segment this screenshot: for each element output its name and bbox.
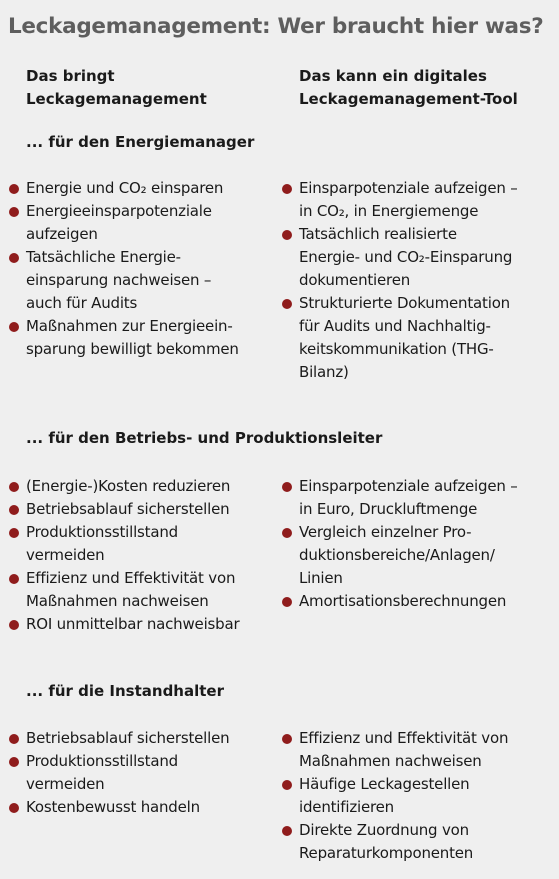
list-item-text: Bilanz) (299, 363, 349, 381)
list-item-text: vermeiden (26, 775, 105, 793)
list-item-text: Produktionsstillstand (26, 752, 178, 770)
list-item (299, 223, 557, 292)
bullet-icon (9, 757, 19, 767)
list-item-text: in Euro, Druckluftmenge (299, 500, 478, 518)
list-item (26, 498, 281, 521)
list-item-text: dokumentieren (299, 271, 411, 289)
bullet-icon (9, 803, 19, 813)
list-item-text: Tatsächlich realisierte (299, 225, 457, 243)
list-item-text: auch für Audits (26, 294, 138, 312)
list-item-text: Tatsächliche Energie- (26, 248, 181, 266)
bullet-icon (282, 184, 292, 194)
list-item (299, 819, 557, 865)
bullet-icon (9, 528, 19, 538)
list-item-text: aufzeigen (26, 225, 98, 243)
bullet-icon (282, 780, 292, 790)
list-item (26, 567, 281, 613)
list-item (26, 200, 281, 246)
bullet-icon (9, 253, 19, 263)
bullet-icon (282, 528, 292, 538)
list-item-text: Energie und CO₂ einsparen (26, 179, 224, 197)
list-item (26, 796, 281, 819)
bullet-icon (9, 505, 19, 515)
bullet-icon (9, 574, 19, 584)
list-item-text: Effizienz und Effektivität von (299, 729, 509, 747)
section-title: ... für den Betriebs- und Produktionsleiter (26, 429, 383, 447)
column-header-benefits (26, 65, 207, 111)
list-item-text: Betriebsablauf sicherstellen (26, 729, 230, 747)
list-item (26, 315, 281, 361)
bullet-icon (282, 826, 292, 836)
tool-features-list (299, 727, 557, 865)
list-item-text: in CO₂, in Energiemenge (299, 202, 479, 220)
list-item-text: keitskommunikation (THG- (299, 340, 494, 358)
list-item-text: Maßnahmen zur Energieein- (26, 317, 233, 335)
list-item-text: für Audits und Nachhaltig- (299, 317, 491, 335)
bullet-icon (9, 207, 19, 217)
list-item-text: vermeiden (26, 546, 105, 564)
benefits-list (26, 177, 281, 361)
tool-features-list (299, 177, 557, 384)
list-item-text: Reparaturkomponenten (299, 844, 474, 862)
list-item (26, 475, 281, 498)
list-item (26, 613, 281, 636)
bullet-icon (282, 482, 292, 492)
bullet-icon (282, 230, 292, 240)
page-title: Leckagemanagement: Wer braucht hier was? (8, 14, 544, 39)
list-item (299, 475, 557, 521)
section-title: ... für die Instandhalter (26, 682, 224, 700)
list-item-text: Häufige Leckagestellen (299, 775, 470, 793)
list-item-text: Einsparpotenziale aufzeigen – (299, 477, 518, 495)
bullet-icon (9, 482, 19, 492)
list-item-text: identifizieren (299, 798, 394, 816)
list-item-text: Amortisationsberechnungen (299, 592, 507, 610)
list-item (299, 292, 557, 384)
column-header-line: Das kann ein digitales (299, 67, 487, 85)
bullet-icon (9, 620, 19, 630)
list-item (299, 590, 557, 613)
list-item (299, 177, 557, 223)
bullet-icon (9, 184, 19, 194)
list-item (26, 521, 281, 567)
list-item-text: Betriebsablauf sicherstellen (26, 500, 230, 518)
list-item (26, 727, 281, 750)
list-item-text: duktionsbereiche/Anlagen/ (299, 546, 495, 564)
list-item-text: einsparung nachweisen – (26, 271, 212, 289)
list-item (26, 177, 281, 200)
list-item-text: Effizienz und Effektivität von (26, 569, 236, 587)
bullet-icon (282, 734, 292, 744)
list-item-text: (Energie-)Kosten reduzieren (26, 477, 231, 495)
list-item-text: Direkte Zuordnung von (299, 821, 469, 839)
benefits-list (26, 475, 281, 636)
list-item-text: Produktionsstillstand (26, 523, 178, 541)
list-item-text: Einsparpotenziale aufzeigen – (299, 179, 518, 197)
list-item-text: Vergleich einzelner Pro- (299, 523, 472, 541)
list-item-text: Strukturierte Dokumentation (299, 294, 510, 312)
column-header-tool (299, 65, 518, 111)
column-header-line: Das bringt (26, 67, 115, 85)
list-item-text: Maßnahmen nachweisen (26, 592, 209, 610)
list-item-text: ROI unmittelbar nachweisbar (26, 615, 240, 633)
list-item-text: sparung bewilligt bekommen (26, 340, 239, 358)
list-item-text: Energieeinsparpotenziale (26, 202, 212, 220)
list-item (299, 727, 557, 773)
tool-features-list (299, 475, 557, 613)
list-item-text: Energie- und CO₂-Einsparung (299, 248, 513, 266)
list-item (299, 773, 557, 819)
list-item (299, 521, 557, 590)
list-item (26, 246, 281, 315)
benefits-list (26, 727, 281, 819)
bullet-icon (282, 597, 292, 607)
list-item (26, 750, 281, 796)
bullet-icon (9, 734, 19, 744)
column-header-line: Leckagemanagement (26, 90, 207, 108)
bullet-icon (9, 322, 19, 332)
list-item-text: Maßnahmen nachweisen (299, 752, 482, 770)
column-header-line: Leckagemanagement-Tool (299, 90, 518, 108)
section-title: ... für den Energiemanager (26, 133, 255, 151)
list-item-text: Kostenbewusst handeln (26, 798, 200, 816)
list-item-text: Linien (299, 569, 343, 587)
bullet-icon (282, 299, 292, 309)
